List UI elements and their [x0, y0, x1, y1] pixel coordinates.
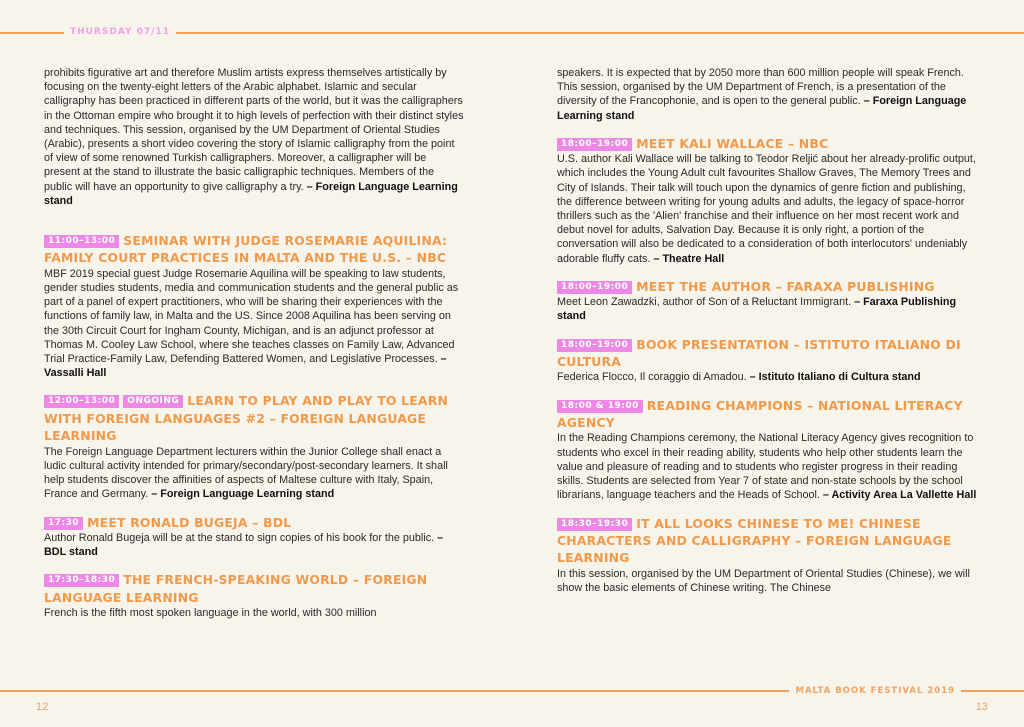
left-column [44, 66, 464, 620]
event [557, 397, 977, 503]
event [44, 571, 464, 620]
time-tag: 12:00–13:00 [44, 395, 119, 408]
venue: – BDL stand [44, 531, 444, 559]
page-number-right: 13 [975, 701, 988, 713]
event-description: U.S. author Kali Wallace will be talking to Teodor Reljić about her already-prolific output, which includes the Young Adult cult favourites Shallow Graves, The Memory Trees and City of Islands. Their talk will touch upon the dynamics of genre fiction and publishing, the difference between writing for young adults and adults, the legacy of space-horror thrillers such as the 'Alien' franchise and their influence on her most recent work and debut novel for adults, Salvation Day. Because it is only right, a portion of the conversation will also be dedicated to a consideration of both interlocutors' undeniably adorable fluffy cats. – Theatre Hall [557, 153, 976, 265]
event-title: BOOK PRESENTATION – ISTITUTO ITALIANO DI CULTURA [557, 336, 961, 370]
intro-paragraph: prohibits figurative art and therefore Muslim artists express themselves artistically by focusing on the twenty-eight letters of the Arabic alphabet. Islamic and secular calligraphy has been practiced in different parts of the world, but it was the calligraphers in the Ottoman empire who brought it to high levels of perfection with their distinct styles and techniques. This session, organised by the UM Department of Oriental Studies (Arabic), presents a short video covering the story of Islamic calligraphy from the point of view of some renowned Turkish calligraphers. Moreover, a calligrapher will be present at the stand to illustrate the basic calligraphic techniques. Members of the public will have an opportunity to give calligraphy a try. – Foreign Language Learning stand [44, 67, 464, 207]
time-tag: 17:30 [44, 517, 83, 530]
page-number-left: 12 [36, 701, 49, 713]
event [557, 515, 977, 596]
time-tag: 17:30–18:30 [44, 574, 119, 587]
time-tag: 18:00–19:00 [557, 339, 632, 352]
event [44, 392, 464, 501]
event [44, 232, 464, 380]
event-title: MEET RONALD BUGEJA – BDL [87, 514, 292, 530]
venue: – Foreign Language Learning stand [44, 180, 458, 207]
event-description: In this session, organised by the UM Department of Oriental Studies (Chinese), we will show the basic elements of Chinese writing. The Chinese [557, 567, 970, 594]
venue: – Activity Area La Vallette Hall [822, 489, 977, 502]
event-description: Author Ronald Bugeja will be at the stand to sign copies of his book for the public. – BDL stand [44, 531, 444, 559]
event-title: READING CHAMPIONS – NATIONAL LITERACY AGENCY [557, 397, 963, 431]
event-title: THE FRENCH-SPEAKING WORLD – FOREIGN LANGUAGE LEARNING [44, 572, 428, 605]
event-description: In the Reading Champions ceremony, the National Literacy Agency gives recognition to students who excel in their reading ability, students who help other students learn the value and pleasure of reading and to students who register progress in their reading skills. Students are selected from Year 7 of state and non-state schools by the school librarians, language teachers and the Heads of School. – Activity Area La Vallette Hall [557, 432, 977, 502]
event-heading [557, 336, 977, 371]
time-tag: 18:00–19:00 [557, 281, 632, 294]
festival-footer: MALTA BOOK FESTIVAL 2019 [789, 686, 961, 696]
time-tag: 11:00–13:00 [44, 235, 119, 248]
event-title: IT ALL LOOKS CHINESE TO ME! CHINESE CHARACTERS AND CALLIGRAPHY – FOREIGN LANGUAGE LEARNING [557, 515, 952, 566]
venue: – Foreign Language Learning stand [151, 488, 335, 501]
venue: – Faraxa Publishing stand [557, 296, 957, 323]
event-description: The Foreign Language Department lecturers within the Junior College shall enact a ludic cultural activity intended for primary/secondary/post-secondary learners. It shall help students discover the affinities of aspects of Maltese culture with Italy, Spain, France and Germany. – Foreign Language Learning stand [44, 445, 448, 501]
time-tag: 18:00 & 19:00 [557, 400, 643, 413]
event-title: LEARN TO PLAY AND PLAY TO LEARN WITH FOREIGN LANGUAGES #2 – FOREIGN LANGUAGE LEARNING [44, 393, 449, 444]
event-heading [557, 135, 977, 152]
ongoing-tag: ONGOING [123, 395, 183, 408]
event [557, 278, 977, 324]
time-tag: 18:00–19:00 [557, 138, 632, 151]
event-title: SEMINAR WITH JUDGE ROSEMARIE AQUILINA: FAMILY COURT PRACTICES IN MALTA AND THE U.S. – NBC [44, 233, 448, 266]
venue: – Foreign Language Learning stand [557, 95, 967, 122]
event-heading [44, 514, 464, 531]
event-title: MEET KALI WALLACE – NBC [636, 135, 829, 151]
event-description: MBF 2019 special guest Judge Rosemarie Aquilina will be speaking to law students, gender studies students, media and communication students and the general public as part of a panel of expert practitioners, who will be sharing their experiences with the functions of family law, in Malta and the US. Since 2008 Aquilina has been serving on the 30th Circuit Court for Ingham County, Michigan, and is an adjunct professor at Thomas M. Cooley Law School, where she teaches classes on Family Law, Advanced Trial Practice-Family Law, Defending Battered Women, and Legislative Processes. – Vassalli Hall [44, 267, 459, 380]
event-title: MEET THE AUTHOR – FARAXA PUBLISHING [636, 278, 935, 294]
event-heading [557, 515, 977, 567]
event-description: Federica Flocco, Il coraggio di Amadou. – Istituto Italiano di Cultura stand [557, 371, 921, 384]
event-heading [44, 392, 464, 444]
event-description: Meet Leon Zawadzki, author of Son of a Reluctant Immigrant. – Faraxa Publishing stand [557, 296, 957, 323]
venue: – Vassalli Hall [44, 353, 447, 380]
venue: – Istituto Italiano di Cultura stand [749, 371, 921, 384]
event [557, 336, 977, 385]
event-heading [557, 397, 977, 432]
right-column [557, 66, 977, 595]
intro-paragraph: speakers. It is expected that by 2050 more than 600 million people will speak French. This session, organised by the UM Department of French, is a presentation of the diversity of the Francophonie, and is open to the general public. – Foreign Language Learning stand [557, 67, 967, 122]
event-heading [44, 232, 464, 267]
venue: – Theatre Hall [653, 252, 725, 265]
event [557, 135, 977, 266]
time-tag: 18:30–19:30 [557, 518, 632, 531]
day-header: THURSDAY 07/11 [64, 27, 176, 37]
event-heading [557, 278, 977, 295]
event [44, 514, 464, 560]
event-description: French is the fifth most spoken language in the world, with 300 million [44, 607, 377, 620]
event-heading [44, 571, 464, 606]
